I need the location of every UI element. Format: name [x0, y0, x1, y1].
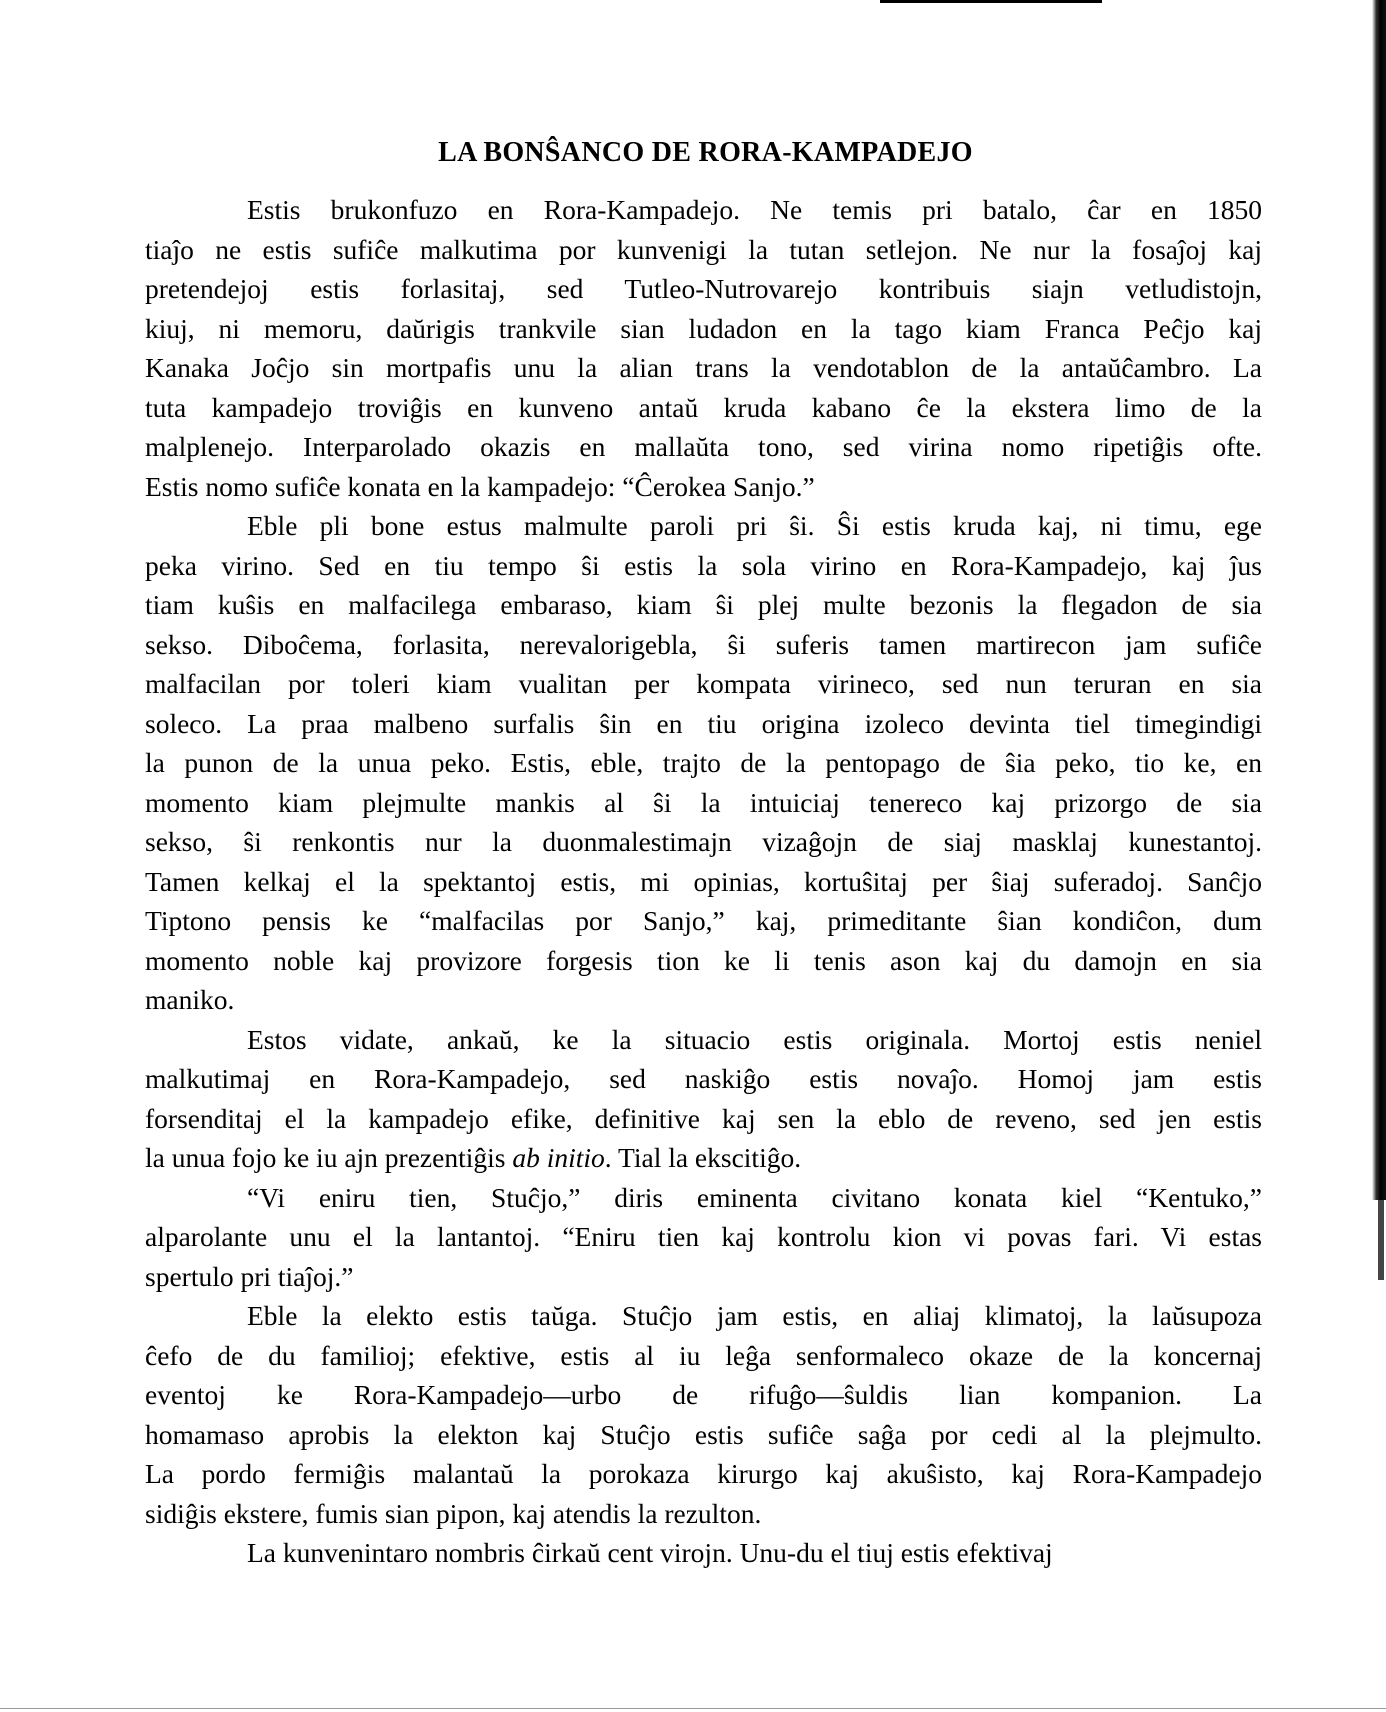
text-line: sekso. Diboĉema, forlasita, nerevalorigebla, ŝi suferis tamen martirecon jam sufiĉe [145, 628, 1262, 660]
paragraph [145, 1020, 1262, 1178]
scan-binding-shadow [1372, 0, 1386, 1200]
text-line: La kunvenintaro nombris ĉirkaŭ cent virojn. Unu-du el tiuj estis efektivaj [247, 1537, 1053, 1568]
text-line: Estis brukonfuzo en Rora-Kampadejo. Ne temis pri batalo, ĉar en 1850 [247, 194, 1262, 225]
text-line: eventoj ke Rora-Kampadejo—urbo de rifuĝo—ŝuldis lian kompanion. La [145, 1379, 1262, 1410]
text-line: momento kiam plejmulte mankis al ŝi la intuiciaj tenereco kaj prizorgo de sia [145, 786, 1262, 818]
paragraph [145, 1533, 1262, 1573]
text-line: Tamen kelkaj el la spektantoj estis, mi opinias, kortuŝitaj per ŝiaj suferadoj. Sanĉjo [145, 865, 1262, 897]
text-line: forsenditaj el la kampadejo efike, definitive kaj sen la eblo de reveno, sed jen estis [145, 1102, 1262, 1134]
text-line: La pordo fermiĝis malantaŭ la porokaza kirurgo kaj akuŝisto, kaj Rora-Kampadejo [145, 1458, 1262, 1489]
page-title: LA BONŜANCO DE RORA-KAMPADEJO [438, 136, 973, 168]
paragraph [145, 1178, 1262, 1297]
text-line: Estis nomo sufiĉe konata en la kampadejo: “Ĉerokea Sanjo.” [145, 470, 815, 502]
text-line: tiam kuŝis en malfacilega embaraso, kiam ŝi plej multe bezonis la flegadon de sia [145, 589, 1262, 620]
text-line: alparolante unu el la lantantoj. “Eniru tien kaj kontrolu kion vi povas fari. Vi estas [145, 1221, 1262, 1252]
text-line: Kanaka Joĉjo sin mortpafis unu la alian trans la vendotablon de la antaŭĉambro. La [145, 352, 1262, 383]
paragraph [145, 1296, 1262, 1533]
text-line: ĉefo de du familioj; efektive, estis al iu leĝa senformaleco okaze de la koncernaj [145, 1339, 1262, 1371]
text-segment: la unua fojo ke iu ajn prezentiĝis [145, 1142, 513, 1173]
text-line [145, 1138, 1262, 1178]
paragraph [145, 190, 1262, 506]
text-line: sekso, ŝi renkontis nur la duonmalestimajn vizaĝojn de siaj masklaj kunestantoj. [145, 826, 1262, 857]
text-line: tiaĵo ne estis sufiĉe malkutima por kunvenigi la tutan setlejon. Ne nur la fosaĵoj kaj [145, 233, 1262, 265]
text-line: Estos vidate, ankaŭ, ke la situacio estis originala. Mortoj estis neniel [247, 1023, 1262, 1055]
text-line: spertulo pri tiaĵoj.” [145, 1260, 354, 1292]
text-line: homamaso aprobis la elekton kaj Stuĉjo estis sufiĉe saĝa por cedi al la plejmulto. [145, 1418, 1262, 1450]
scan-bottom-edge [0, 1708, 1386, 1709]
text-line: la punon de la unua peko. Estis, eble, trajto de la pentopago de ŝia peko, tio ke, en [145, 747, 1262, 778]
text-line: Eble la elekto estis taŭga. Stuĉjo jam estis, en aliaj klimatoj, la laŭsupoza [247, 1300, 1262, 1331]
text-line: malfacilan por toleri kiam vualitan per kompata virineco, sed nun teruran en sia [145, 668, 1262, 699]
text-line: maniko. [145, 984, 235, 1015]
paragraph [145, 506, 1262, 1020]
document-body [145, 190, 1262, 1573]
text-line: malkutimaj en Rora-Kampadejo, sed naskiĝo estis novaĵo. Homoj jam estis [145, 1063, 1262, 1094]
scan-top-rule [880, 0, 1102, 3]
text-line: tuta kampadejo troviĝis en kunveno antaŭ kruda kabano ĉe la ekstera limo de la [145, 391, 1262, 423]
text-line: pretendejoj estis forlasitaj, sed Tutleo-Nutrovarejo kontribuis siajn vetludistojn, [145, 273, 1262, 304]
text-line: Eble pli bone estus malmulte paroli pri ŝi. Ŝi estis kruda kaj, ni timu, ege [247, 510, 1262, 541]
scan-binding-shadow-lower [1378, 1200, 1384, 1280]
text-line: “Vi eniru tien, Stuĉjo,” diris eminenta civitano konata kiel “Kentuko,” [247, 1181, 1262, 1213]
text-line: sidiĝis ekstere, fumis sian pipon, kaj atendis la rezulton. [145, 1497, 762, 1529]
text-line: momento noble kaj provizore forgesis tion ke li tenis ason kaj du damojn en sia [145, 944, 1262, 976]
text-segment: . Tial la ekscitiĝo. [604, 1142, 802, 1173]
text-line: kiuj, ni memoru, daŭrigis trankvile sian ludadon en la tago kiam Franca Peĉjo kaj [145, 312, 1262, 344]
text-line: malplenejo. Interparolado okazis en mallaŭta tono, sed virina nomo ripetiĝis ofte. [145, 431, 1262, 462]
text-line: peka virino. Sed en tiu tempo ŝi estis la sola virino en Rora-Kampadejo, kaj ĵus [145, 549, 1262, 581]
text-line: Tiptono pensis ke “malfacilas por Sanjo,” kaj, primeditante ŝian kondiĉon, dum [145, 905, 1262, 936]
italic-phrase: ab initio [512, 1142, 605, 1173]
text-line: soleco. La praa malbeno surfalis ŝin en tiu origina izoleco devinta tiel timegindigi [145, 707, 1262, 739]
